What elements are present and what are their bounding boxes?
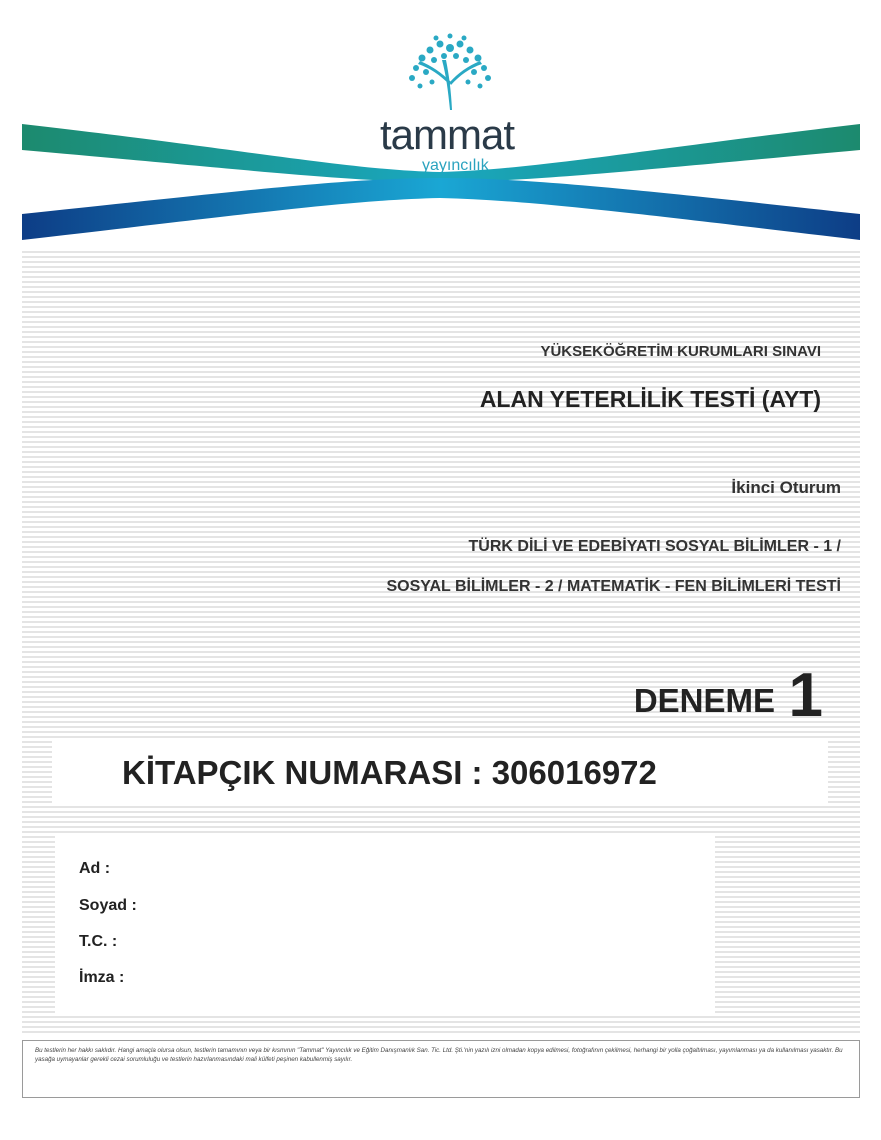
deneme-label: DENEME — [633, 682, 775, 719]
subjects-line-2: SOSYAL BİLİMLER - 2 / MATEMATİK - FEN BİLİMLERİ TESTİ — [386, 578, 841, 595]
header-swoosh — [0, 110, 881, 260]
booklet-number: KİTAPÇIK NUMARASI : 306016972 — [122, 754, 657, 791]
test-name: ALAN YETERLİLİK TESTİ (AYT) — [479, 386, 821, 412]
logo-brand: tammat — [380, 111, 515, 158]
id-number-label: T.C. : — [79, 933, 118, 950]
session-label: İkinci Oturum — [731, 478, 841, 497]
subjects-line-1: TÜRK DİLİ VE EDEBİYATI SOSYAL BİLİMLER - 1 / — [468, 538, 841, 555]
copyright-notice: Bu testlerin her hakkı saklıdır. Hangi amaçla olursa olsun, testlerin tamamının veya bir kısmının "Tammat" Yayıncılık ve Eğitim Danışmanlık San. Tic. Ltd. Şti.'nin yazılı izni olmadan kopya edilmesi, fotoğrafının çekilmesi, herhangi bir yolla çoğaltılması, yayımlanması ya da kullanılması yasaktır. Bu yasağa uymayanlar gerekli cezai sorumluluğu ve testlerin hazırlanmasındaki mali külfeti peşinen kabullenmiş sayılır. — [22, 1040, 860, 1098]
deneme-number: 1 — [788, 661, 823, 730]
name-label: Ad : — [79, 860, 111, 877]
surname-label: Soyad : — [79, 897, 137, 914]
student-info-form — [55, 836, 715, 1014]
logo-sub: yayıncılık — [422, 157, 489, 174]
tree-icon — [360, 30, 540, 120]
exam-name: YÜKSEKÖĞRETİM KURUMLARI SINAVI — [540, 343, 821, 360]
signature-label: İmza : — [79, 969, 125, 986]
